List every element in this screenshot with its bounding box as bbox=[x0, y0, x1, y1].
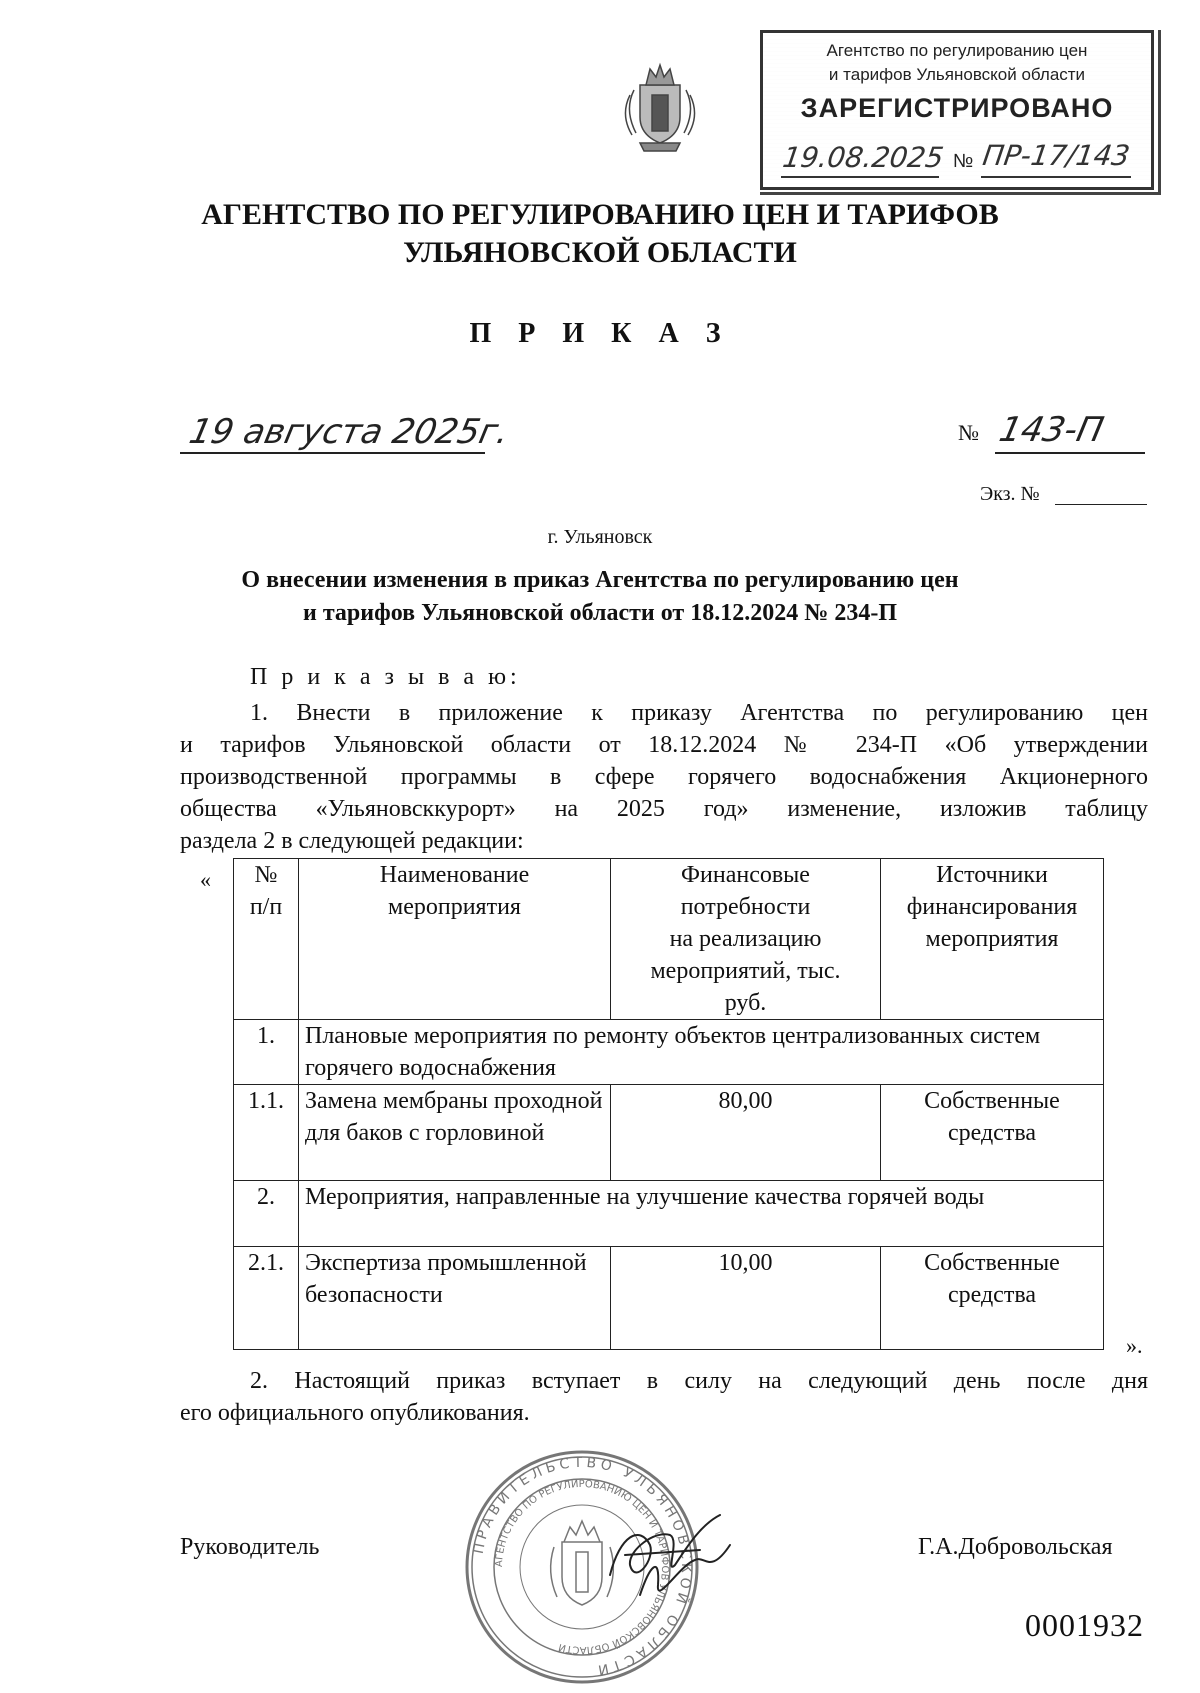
agency-title-line2: УЛЬЯНОВСКОЙ ОБЛАСТИ bbox=[403, 236, 797, 269]
seal-inner-text: АГЕНТСТВО ПО РЕГУЛИРОВАНИЮ ЦЕН И ТАРИФОВ УЛЬЯНОВСКОЙ ОБЛАСТИ bbox=[493, 1478, 671, 1656]
date-underline bbox=[180, 452, 485, 454]
agency-title-line1: АГЕНТСТВО ПО РЕГУЛИРОВАНИЮ ЦЕН И ТАРИФОВ bbox=[201, 198, 999, 231]
reg-stamp-status: ЗАРЕГИСТРИРОВАНО bbox=[800, 93, 1114, 123]
reg-stamp-line1: Агентство по регулированию цен bbox=[826, 41, 1088, 60]
order-number: 143-П bbox=[995, 410, 1107, 450]
item2-line: его официального опубликования. bbox=[180, 1400, 530, 1426]
order-number-label: № bbox=[958, 420, 979, 445]
reg-stamp-line2: и тарифов Ульяновской области bbox=[828, 65, 1086, 84]
row-num: 1.1. bbox=[234, 1085, 299, 1181]
item1-line: раздела 2 в следующей редакции: bbox=[180, 828, 524, 854]
table-header-row bbox=[234, 859, 1104, 1020]
header-source: Источники финансирования мероприятия bbox=[881, 859, 1104, 1020]
coat-of-arms-icon bbox=[610, 55, 710, 155]
item2-line: 2. Настоящий приказ вступает в силу на следующий день после дня bbox=[250, 1368, 1148, 1394]
reg-number-label: № bbox=[953, 151, 974, 172]
number-underline bbox=[995, 452, 1145, 454]
subject-line1: О внесении изменения в приказ Агентства по регулированию цен bbox=[241, 567, 959, 593]
reg-date-underline bbox=[781, 176, 939, 178]
registration-stamp bbox=[760, 30, 1154, 190]
subject-line2: и тарифов Ульяновской области от 18.12.2024 № 234-П bbox=[303, 600, 897, 626]
item1-line: общества «Ульяновсккурорт» на 2025 год» изменение, изложив таблицу bbox=[180, 796, 1148, 822]
row-cost: 80,00 bbox=[611, 1085, 881, 1181]
row-num: 2. bbox=[234, 1181, 299, 1247]
row-section-title: Мероприятия, направленные на улучшение качества горячей воды bbox=[299, 1181, 1104, 1247]
order-word: П р и к а з ы в а ю: bbox=[250, 664, 521, 690]
document-serial-number: 0001932 bbox=[1025, 1607, 1144, 1643]
seal-outer-text: ПРАВИТЕЛЬСТВО УЛЬЯНОВСКОЙ ОБЛАСТИ bbox=[470, 1454, 695, 1679]
item1-line: 1. Внести в приложение к приказу Агентства по регулированию цен bbox=[250, 700, 1148, 726]
row-source: Собственные средства bbox=[881, 1247, 1104, 1350]
order-date: 19 августа 2025г. bbox=[185, 412, 513, 452]
table-row bbox=[234, 1085, 1104, 1181]
signatory-position: Руководитель bbox=[180, 1534, 320, 1560]
table-row bbox=[234, 1181, 1104, 1247]
row-name: Замена мембраны проходной для баков с горловиной bbox=[299, 1085, 611, 1181]
table-quote-open: « bbox=[200, 867, 211, 892]
table-quote-close: ». bbox=[1126, 1333, 1143, 1358]
signatory-name: Г.А.Добровольская bbox=[918, 1534, 1113, 1560]
copy-number-blank bbox=[1055, 504, 1147, 505]
header-name: Наименование мероприятия bbox=[299, 859, 611, 1020]
document-type: П Р И К А З bbox=[469, 318, 731, 349]
city: г. Ульяновск bbox=[547, 526, 653, 548]
reg-stamp-number: ПР-17/143 bbox=[980, 139, 1132, 172]
table-row bbox=[234, 1247, 1104, 1350]
row-source: Собственные средства bbox=[881, 1085, 1104, 1181]
item1-line: и тарифов Ульяновской области от 18.12.2024 № 234-П «Об утверждении bbox=[180, 732, 1148, 758]
row-name: Экспертиза промышленной безопасности bbox=[299, 1247, 611, 1350]
copy-number-label: Экз. № bbox=[980, 483, 1040, 505]
signature-icon bbox=[580, 1505, 740, 1615]
reg-stamp-date: 19.08.2025 bbox=[780, 141, 946, 174]
header-cost: Финансовые потребности на реализацию мероприятий, тыс. руб. bbox=[611, 859, 881, 1020]
table-row bbox=[234, 1020, 1104, 1085]
row-num: 1. bbox=[234, 1020, 299, 1085]
header-num: № п/п bbox=[234, 859, 299, 1020]
measures-table bbox=[233, 858, 1104, 1350]
reg-number-underline bbox=[981, 176, 1131, 178]
row-section-title: Плановые мероприятия по ремонту объектов централизованных систем горячего водоснабжения bbox=[299, 1020, 1104, 1085]
row-cost: 10,00 bbox=[611, 1247, 881, 1350]
row-num: 2.1. bbox=[234, 1247, 299, 1350]
item1-line: производственной программы в сфере горячего водоснабжения Акционерного bbox=[180, 764, 1148, 790]
